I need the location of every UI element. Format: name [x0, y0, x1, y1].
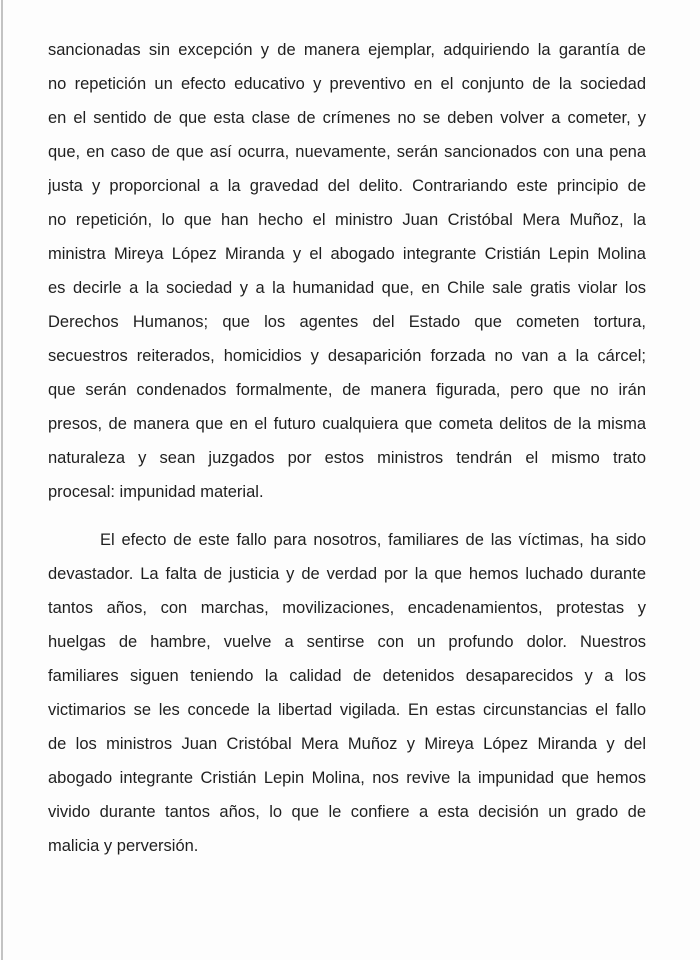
text-line: victimarios se les concede la libertad vigilada. En estas circunstancias el fallo — [48, 701, 646, 719]
text-line: en el sentido de que esta clase de crímenes no se deben volver a cometer, y — [48, 109, 646, 127]
text-line: huelgas de hambre, vuelve a sentirse con un profundo dolor. Nuestros — [48, 633, 646, 651]
text-line: es decirle a la sociedad y a la humanidad que, en Chile sale gratis violar los — [48, 279, 646, 297]
text-line: secuestros reiterados, homicidios y desaparición forzada no van a la cárcel; — [48, 347, 646, 365]
text-line: que serán condenados formalmente, de manera figurada, pero que no irán — [48, 381, 646, 399]
document-content — [48, 33, 646, 863]
text-line: tantos años, con marchas, movilizaciones, encadenamientos, protestas y — [48, 599, 646, 617]
text-line: presos, de manera que en el futuro cualquiera que cometa delitos de la misma — [48, 415, 646, 433]
page-left-edge — [1, 0, 3, 960]
text-line: El efecto de este fallo para nosotros, familiares de las víctimas, ha sido — [100, 531, 646, 549]
text-line: Derechos Humanos; que los agentes del Estado que cometen tortura, — [48, 313, 646, 331]
paragraph — [48, 33, 646, 509]
text-line: vivido durante tantos años, lo que le confiere a esta decisión un grado de — [48, 803, 646, 821]
text-line: naturaleza y sean juzgados por estos ministros tendrán el mismo trato — [48, 449, 646, 467]
text-line: abogado integrante Cristián Lepin Molina, nos revive la impunidad que hemos — [48, 769, 646, 787]
text-line: no repetición, lo que han hecho el ministro Juan Cristóbal Mera Muñoz, la — [48, 211, 646, 229]
text-line: familiares siguen teniendo la calidad de detenidos desaparecidos y a los — [48, 667, 646, 685]
text-line: procesal: impunidad material. — [48, 483, 264, 501]
text-line: sancionadas sin excepción y de manera ejemplar, adquiriendo la garantía de — [48, 41, 646, 59]
text-line: no repetición un efecto educativo y preventivo en el conjunto de la sociedad — [48, 75, 646, 93]
text-line: malicia y perversión. — [48, 837, 199, 855]
text-line: justa y proporcional a la gravedad del delito. Contrariando este principio de — [48, 177, 646, 195]
text-line: devastador. La falta de justicia y de verdad por la que hemos luchado durante — [48, 565, 646, 583]
text-line: que, en caso de que así ocurra, nuevamente, serán sancionados con una pena — [48, 143, 646, 161]
text-line: de los ministros Juan Cristóbal Mera Muñoz y Mireya López Miranda y del — [48, 735, 646, 753]
text-line: ministra Mireya López Miranda y el abogado integrante Cristián Lepin Molina — [48, 245, 646, 263]
paragraph — [48, 523, 646, 863]
